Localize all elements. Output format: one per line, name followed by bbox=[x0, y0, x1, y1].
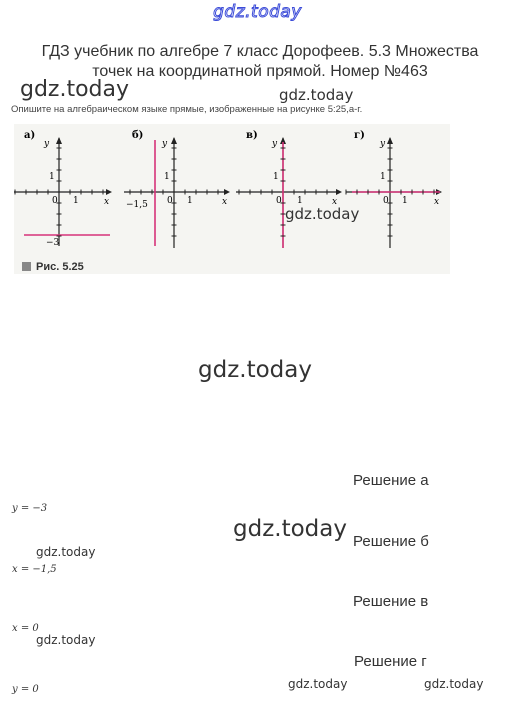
y-label: y bbox=[44, 139, 50, 149]
watermark: gdz.today bbox=[20, 77, 130, 102]
watermark: gdz.today bbox=[36, 545, 96, 559]
x-tick-label: 1 bbox=[402, 196, 408, 206]
watermark: gdz.today bbox=[424, 677, 484, 691]
x-label: x bbox=[332, 197, 338, 207]
line-value-label: −1,5 bbox=[126, 200, 148, 210]
panel-label: г) bbox=[354, 130, 365, 141]
x-tick-label: 1 bbox=[187, 196, 193, 206]
watermark: gdz.today bbox=[36, 633, 96, 647]
solution-b-answer: x = −1,5 bbox=[12, 564, 57, 575]
panel-label: в) bbox=[246, 130, 258, 141]
panel-label: б) bbox=[132, 130, 144, 141]
watermark: gdz.today bbox=[279, 86, 354, 104]
x-tick-label: 1 bbox=[297, 196, 303, 206]
figure-5-25 bbox=[14, 124, 450, 274]
solution-d-label[interactable]: Решение г bbox=[354, 653, 427, 670]
x-label: x bbox=[434, 197, 440, 207]
figure-graphs bbox=[14, 124, 450, 274]
solution-c-answer: x = 0 bbox=[12, 623, 39, 634]
x-tick-label: 1 bbox=[73, 196, 79, 206]
x-arrow bbox=[336, 189, 342, 195]
task-text: Опишите на алгебраическом языке прямые, изображенные на рисунке 5:25,а-г. bbox=[11, 104, 363, 115]
panel-a bbox=[14, 130, 112, 248]
origin-label: 0 bbox=[52, 196, 58, 206]
solution-a-label[interactable]: Решение а bbox=[353, 472, 429, 489]
y-arrow bbox=[387, 137, 393, 144]
panel-label: а) bbox=[24, 130, 36, 141]
watermark: gdz.today bbox=[288, 677, 348, 691]
watermark: gdz.today bbox=[233, 516, 347, 542]
y-arrow bbox=[171, 137, 177, 144]
figure-caption: Рис. 5.25 bbox=[22, 261, 84, 273]
y-arrow bbox=[56, 137, 62, 144]
page-title: ГДЗ учебник по алгебре 7 класс Дорофеев. 5.3 Множества точек на координатной прямой. Номер №463 bbox=[41, 43, 479, 80]
solution-b-label[interactable]: Решение б bbox=[353, 533, 429, 550]
caption-square-icon bbox=[22, 262, 31, 271]
panel-b bbox=[124, 130, 230, 248]
y-label: y bbox=[162, 139, 168, 149]
x-arrow bbox=[224, 189, 230, 195]
solution-a-answer: y = −3 bbox=[12, 503, 48, 514]
y-tick-label: 1 bbox=[164, 172, 170, 182]
panel-d bbox=[346, 130, 442, 248]
line-value-label: −3 bbox=[46, 238, 60, 248]
origin-label: 0 bbox=[276, 196, 282, 206]
x-arrow bbox=[106, 189, 112, 195]
y-tick-label: 1 bbox=[49, 172, 55, 182]
watermark: gdz.today bbox=[198, 357, 312, 383]
panel-c bbox=[236, 130, 342, 248]
solution-d-answer: y = 0 bbox=[12, 684, 39, 695]
origin-label: 0 bbox=[167, 196, 173, 206]
site-logo[interactable]: gdz.today bbox=[213, 2, 302, 22]
y-tick-label: 1 bbox=[273, 172, 279, 182]
origin-label: 0 bbox=[383, 196, 389, 206]
x-label: x bbox=[222, 197, 228, 207]
x-label: x bbox=[104, 197, 110, 207]
y-tick-label: 1 bbox=[380, 172, 386, 182]
solution-c-label[interactable]: Решение в bbox=[353, 593, 429, 610]
y-label: y bbox=[272, 139, 278, 149]
y-label: y bbox=[380, 139, 386, 149]
watermark: gdz.today bbox=[285, 205, 360, 223]
